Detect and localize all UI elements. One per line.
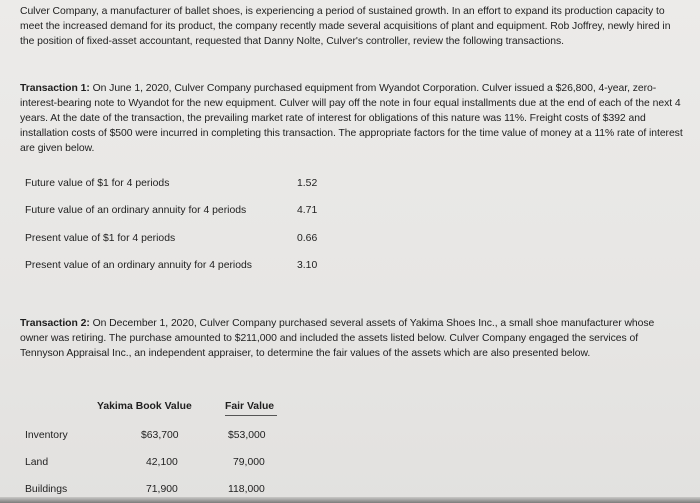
factor-row bbox=[25, 178, 335, 194]
transaction-1-text: On June 1, 2020, Culver Company purchased equipment from Wyandot Corporation. Culver issued a $26,800, 4-year, zero-interest-bearing note to Wyandot for the new equipment. Culver will pay off the note in four equal installments due at the end of each of the next 4 years. At the date of the transaction, the prevailing market rate of interest for obligations of this nature was 11%. Freight costs of $392 and installation costs of $500 were incurred in completing this transaction. The appropriate factors for the time value of money at a 11% rate of interest are given below. bbox=[20, 83, 683, 154]
factor-label: Present value of $1 for 4 periods bbox=[25, 233, 176, 244]
factor-label: Present value of an ordinary annuity for 4 periods bbox=[25, 260, 252, 271]
transaction-2-paragraph bbox=[20, 316, 675, 361]
intro-paragraph: Culver Company, a manufacturer of ballet shoes, is experiencing a period of sustained growth. In an effort to expand its production capacity to meet the increased demand for its product, the company recently made several acquisitions of plant and equipment. Rob Joffrey, newly hired in the position of fixed-asset accountant, requested that Danny Nolte, Culver's controller, review the following transactions. bbox=[20, 6, 671, 47]
fair-value-header: Fair Value bbox=[225, 401, 275, 412]
table-row bbox=[25, 430, 295, 446]
factor-label: Future value of $1 for 4 periods bbox=[25, 178, 170, 189]
factor-row bbox=[25, 233, 335, 249]
transaction-2-text: On December 1, 2020, Culver Company purchased several assets of Yakima Shoes Inc., a small shoe manufacturer whose owner was retiring. The purchase amounted to $211,000 and included the assets listed below. Culver Company engaged the services of Tennyson Appraisal Inc., an independent appraiser, to determine the fair values of the assets which are also presented below. bbox=[20, 318, 655, 359]
factor-value: 0.66 bbox=[297, 233, 318, 244]
asset-fair-value: 79,000 bbox=[233, 457, 265, 468]
factor-row bbox=[25, 205, 335, 221]
asset-fair-value: 118,000 bbox=[228, 484, 265, 495]
transaction-2-label: Transaction 2: bbox=[20, 318, 90, 329]
transaction-1-paragraph bbox=[20, 81, 685, 156]
book-value-header: Yakima Book Value bbox=[97, 401, 192, 412]
asset-book-value: $63,700 bbox=[141, 430, 179, 441]
factor-row bbox=[25, 260, 335, 276]
factor-value: 3.10 bbox=[297, 260, 318, 271]
factor-value: 1.52 bbox=[297, 178, 318, 189]
factor-label: Future value of an ordinary annuity for 4 periods bbox=[25, 205, 247, 216]
factor-value: 4.71 bbox=[297, 205, 318, 216]
transaction-1-label: Transaction 1: bbox=[20, 83, 90, 94]
asset-name: Buildings bbox=[25, 484, 68, 495]
asset-name: Inventory bbox=[25, 430, 68, 441]
asset-book-value: 71,900 bbox=[146, 484, 178, 495]
bottom-edge-shadow bbox=[0, 497, 700, 503]
asset-name: Land bbox=[25, 457, 49, 468]
assets-table-header bbox=[25, 398, 295, 416]
header-underline bbox=[225, 415, 277, 416]
asset-book-value: 42,100 bbox=[146, 457, 178, 468]
table-row bbox=[25, 457, 295, 473]
asset-fair-value: $53,000 bbox=[228, 430, 266, 441]
